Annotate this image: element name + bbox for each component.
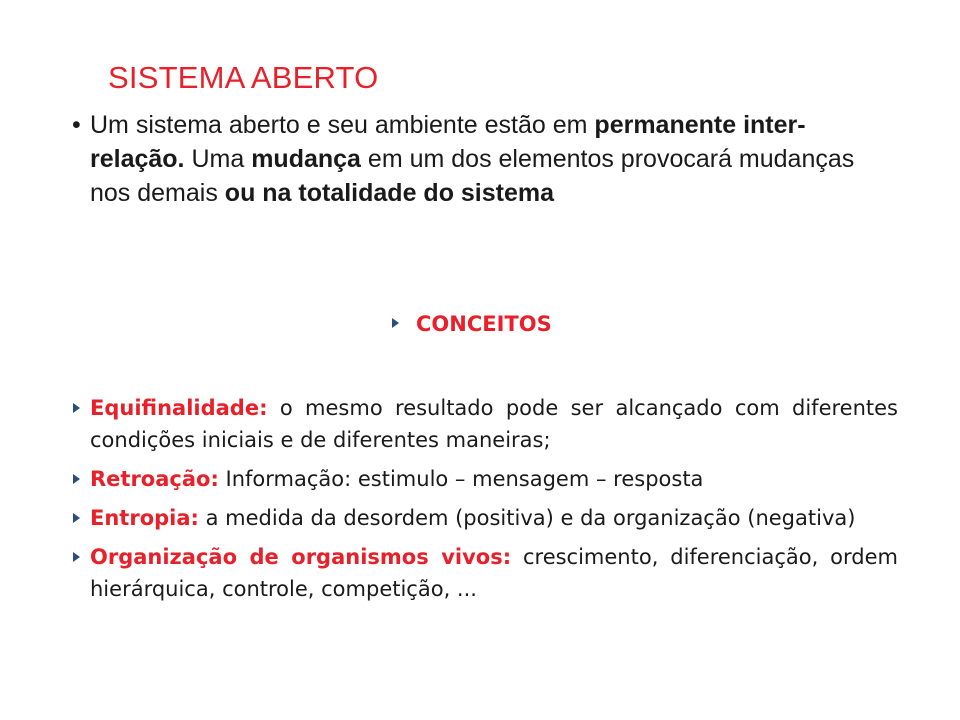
- concept-definition: o mesmo resultado pode ser alcançado com diferentes condições iniciais e de diferentes maneiras;: [90, 396, 898, 452]
- intro-text-part: Um sistema aberto e seu ambiente estão em: [90, 111, 595, 139]
- list-item: [72, 502, 898, 534]
- intro-emphasis: ou na totalidade do sistema: [224, 179, 555, 207]
- concept-term: Equifinalidade:: [90, 396, 268, 420]
- concept-definition: Informação: estimulo – mensagem – resposta: [218, 467, 704, 491]
- concept-term: Entropia:: [90, 506, 199, 530]
- list-item: [72, 392, 898, 456]
- arrow-bullet-icon: [73, 552, 80, 562]
- list-item: [72, 541, 898, 605]
- intro-paragraph: [72, 108, 872, 210]
- intro-text-part: em um dos elementos provocará mudanças nos demais: [90, 145, 855, 207]
- intro-text-part: Uma: [184, 145, 252, 173]
- intro-emphasis: mudança: [251, 145, 361, 173]
- arrow-bullet-icon: [73, 474, 80, 484]
- slide-title: SISTEMA ABERTO: [108, 60, 379, 95]
- arrow-bullet-icon: [73, 403, 80, 413]
- concept-term: Retroação:: [90, 467, 219, 491]
- arrow-bullet-icon: [73, 513, 80, 523]
- concept-definition: a medida da desordem (positiva) e da organização (negativa): [198, 506, 856, 530]
- concepts-list: [72, 392, 898, 612]
- concepts-heading: [392, 312, 552, 336]
- intro-text: [90, 108, 872, 210]
- intro-emphasis: permanente inter-relação.: [90, 111, 806, 173]
- concept-term: Organização de organismos vivos:: [90, 545, 512, 569]
- bullet-dot: •: [72, 111, 81, 139]
- arrow-bullet-icon: [392, 318, 399, 328]
- concepts-heading-label: CONCEITOS: [416, 312, 552, 336]
- list-item: [72, 463, 898, 495]
- concept-definition: crescimento, diferenciação, ordem hierárquica, controle, competição, ...: [90, 545, 898, 601]
